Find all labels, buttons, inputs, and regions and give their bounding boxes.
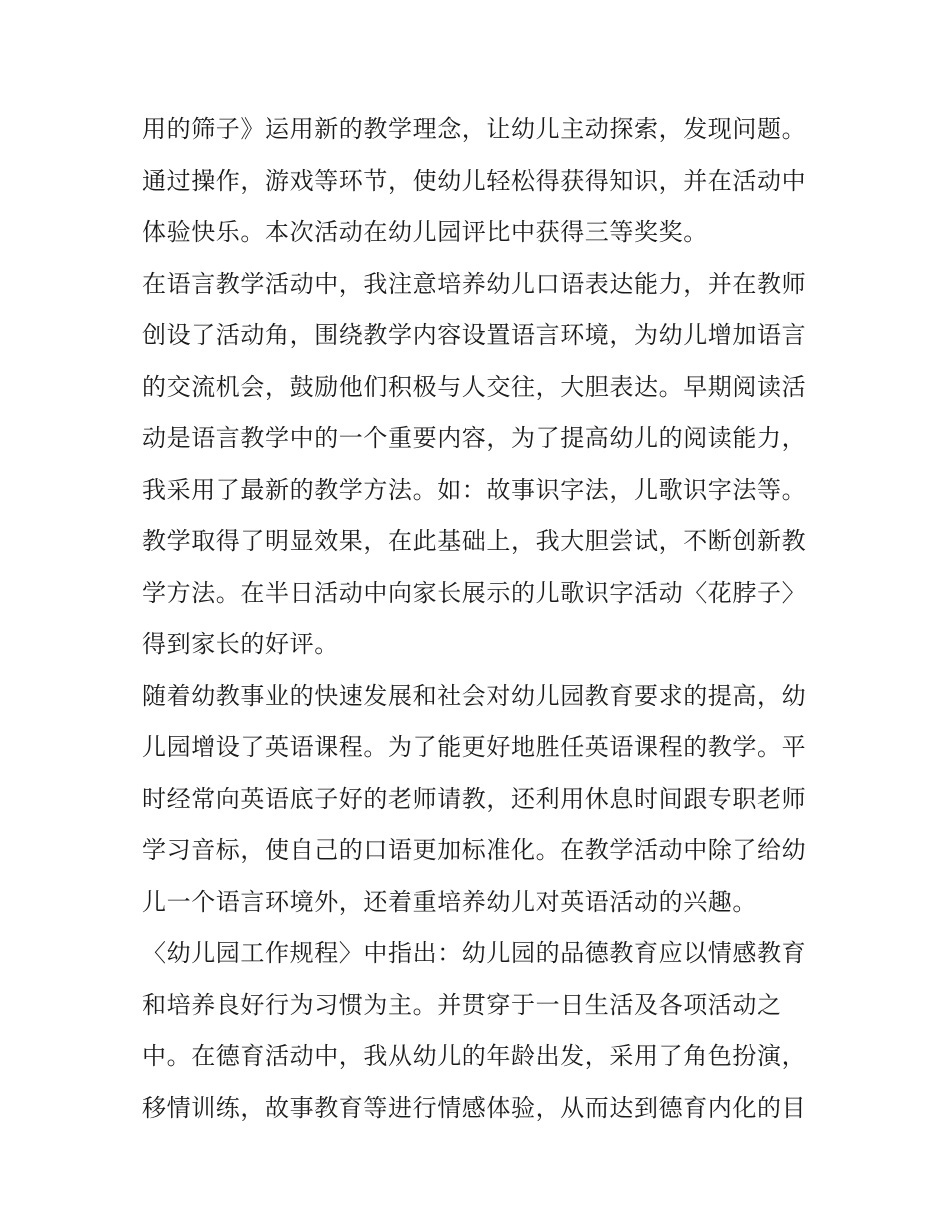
text-line: 教学取得了明显效果，在此基础上，我大胆尝试，不断创新教 bbox=[142, 527, 807, 555]
text-line: 和培养良好行为习惯为主。并贯穿于一日生活及各项活动之 bbox=[142, 990, 782, 1019]
text-line: 用的筛子》运用新的教学理念，让幼儿主动探索，发现问题。 bbox=[142, 115, 807, 143]
text-line: 通过操作，游戏等环节，使幼儿轻松得获得知识，并在活动中 bbox=[142, 166, 807, 195]
text-line: 在语言教学活动中，我注意培养幼儿口语表达能力，并在教师 bbox=[142, 269, 807, 298]
text-line: 儿园增设了英语课程。为了能更好地胜任英语课程的教学。平 bbox=[142, 733, 807, 761]
text-line: 体验快乐。本次活动在幼儿园评比中获得三等奖奖。 bbox=[142, 218, 708, 246]
text-line: 中。在德育活动中，我从幼儿的年龄出发，采用了角色扮演， bbox=[142, 1042, 807, 1070]
text-line: 学方法。在半日活动中向家长展示的儿歌识字活动〈花脖子〉 bbox=[142, 578, 807, 607]
text-line: 创设了活动角，围绕教学内容设置语言环境，为幼儿增加语言 bbox=[142, 321, 807, 349]
text-line: 〈幼儿园工作规程〉中指出：幼儿园的品德教育应以情感教育 bbox=[142, 939, 807, 967]
text-line: 动是语言教学中的一个重要内容，为了提高幼儿的阅读能力， bbox=[142, 424, 807, 452]
text-line: 随着幼教事业的快速发展和社会对幼儿园教育要求的提高，幼 bbox=[142, 681, 807, 710]
body-text bbox=[142, 104, 822, 1134]
text-line: 我采用了最新的教学方法。如：故事识字法，儿歌识字法等。 bbox=[142, 475, 807, 504]
text-line: 学习音标，使自己的口语更加标准化。在教学活动中除了给幼 bbox=[142, 836, 807, 864]
text-line: 时经常向英语底子好的老师请教，还利用休息时间跟专职老师 bbox=[142, 784, 807, 813]
text-line: 的交流机会，鼓励他们积极与人交往，大胆表达。早期阅读活 bbox=[142, 372, 807, 401]
text-line: 儿一个语言环境外，还着重培养幼儿对英语活动的兴趣。 bbox=[142, 887, 757, 916]
text-line: 得到家长的好评。 bbox=[142, 630, 339, 658]
text-line: 移情训练，故事教育等进行情感体验，从而达到德育内化的目 bbox=[142, 1093, 807, 1122]
